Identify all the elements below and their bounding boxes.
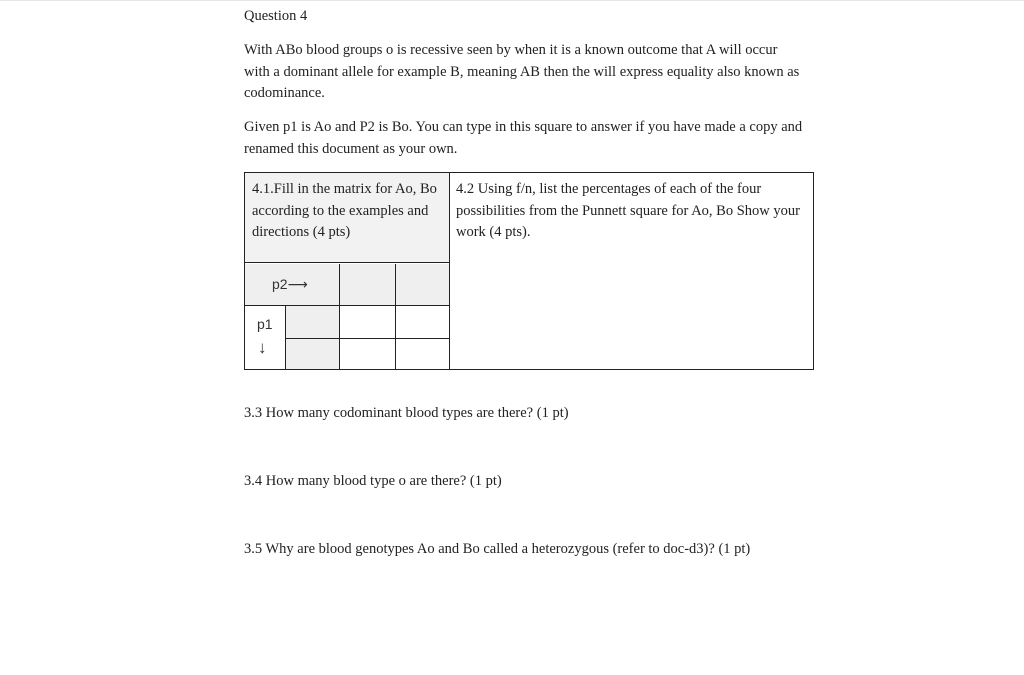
question-3-4: 3.4 How many blood type o are there? (1 pt)	[244, 473, 502, 489]
punnett-cell-1-2[interactable]	[396, 306, 449, 339]
punnett-p1-allele-2[interactable]	[286, 339, 340, 369]
matrix-instructions-cell[interactable]: 4.1.Fill in the matrix for Ao, Bo according to the examples and directions (4 pts)	[245, 173, 449, 263]
punnett-p2-header-cell	[245, 264, 340, 306]
question-3-5: 3.5 Why are blood genotypes Ao and Bo called a heterozygous (refer to doc-d3)? (1 pt)	[244, 541, 751, 557]
question-title: Question 4	[244, 8, 308, 24]
punnett-p1-header-cell	[245, 306, 286, 369]
percentages-answer-cell[interactable]: 4.2 Using f/n, list the percentages of each of the four possibilities from the Punnett square for Ao, Bo Show your work (4 pts).	[456, 181, 800, 240]
question-3-3: 3.3 How many codominant blood types are there? (1 pt)	[244, 405, 569, 421]
punnett-p1-allele-1[interactable]	[286, 306, 340, 339]
answer-table	[244, 172, 814, 370]
punnett-cell-2-2[interactable]	[396, 339, 449, 369]
punnett-p2-allele-1[interactable]	[340, 264, 396, 306]
page-top-border	[0, 0, 1024, 1]
punnett-cell-1-1[interactable]	[340, 306, 396, 339]
matrix-column	[245, 173, 450, 369]
right-arrow-icon: ⟶	[287, 276, 308, 292]
punnett-p2-allele-2[interactable]	[396, 264, 449, 306]
intro-paragraph: With ABo blood groups o is recessive seen by when it is a known outcome that A will occur with a dominant allele for example B, meaning AB then the will express equality also known as codominance.	[244, 42, 800, 101]
p1-label: p1	[257, 316, 273, 332]
p2-label: p2	[272, 276, 288, 292]
answer-table-border	[244, 172, 814, 370]
instruction-paragraph: Given p1 is Ao and P2 is Bo. You can type in this square to answer if you have made a copy and renamed this document as your own.	[244, 119, 803, 157]
punnett-cell-2-1[interactable]	[340, 339, 396, 369]
down-arrow-icon: ↓	[258, 338, 267, 357]
